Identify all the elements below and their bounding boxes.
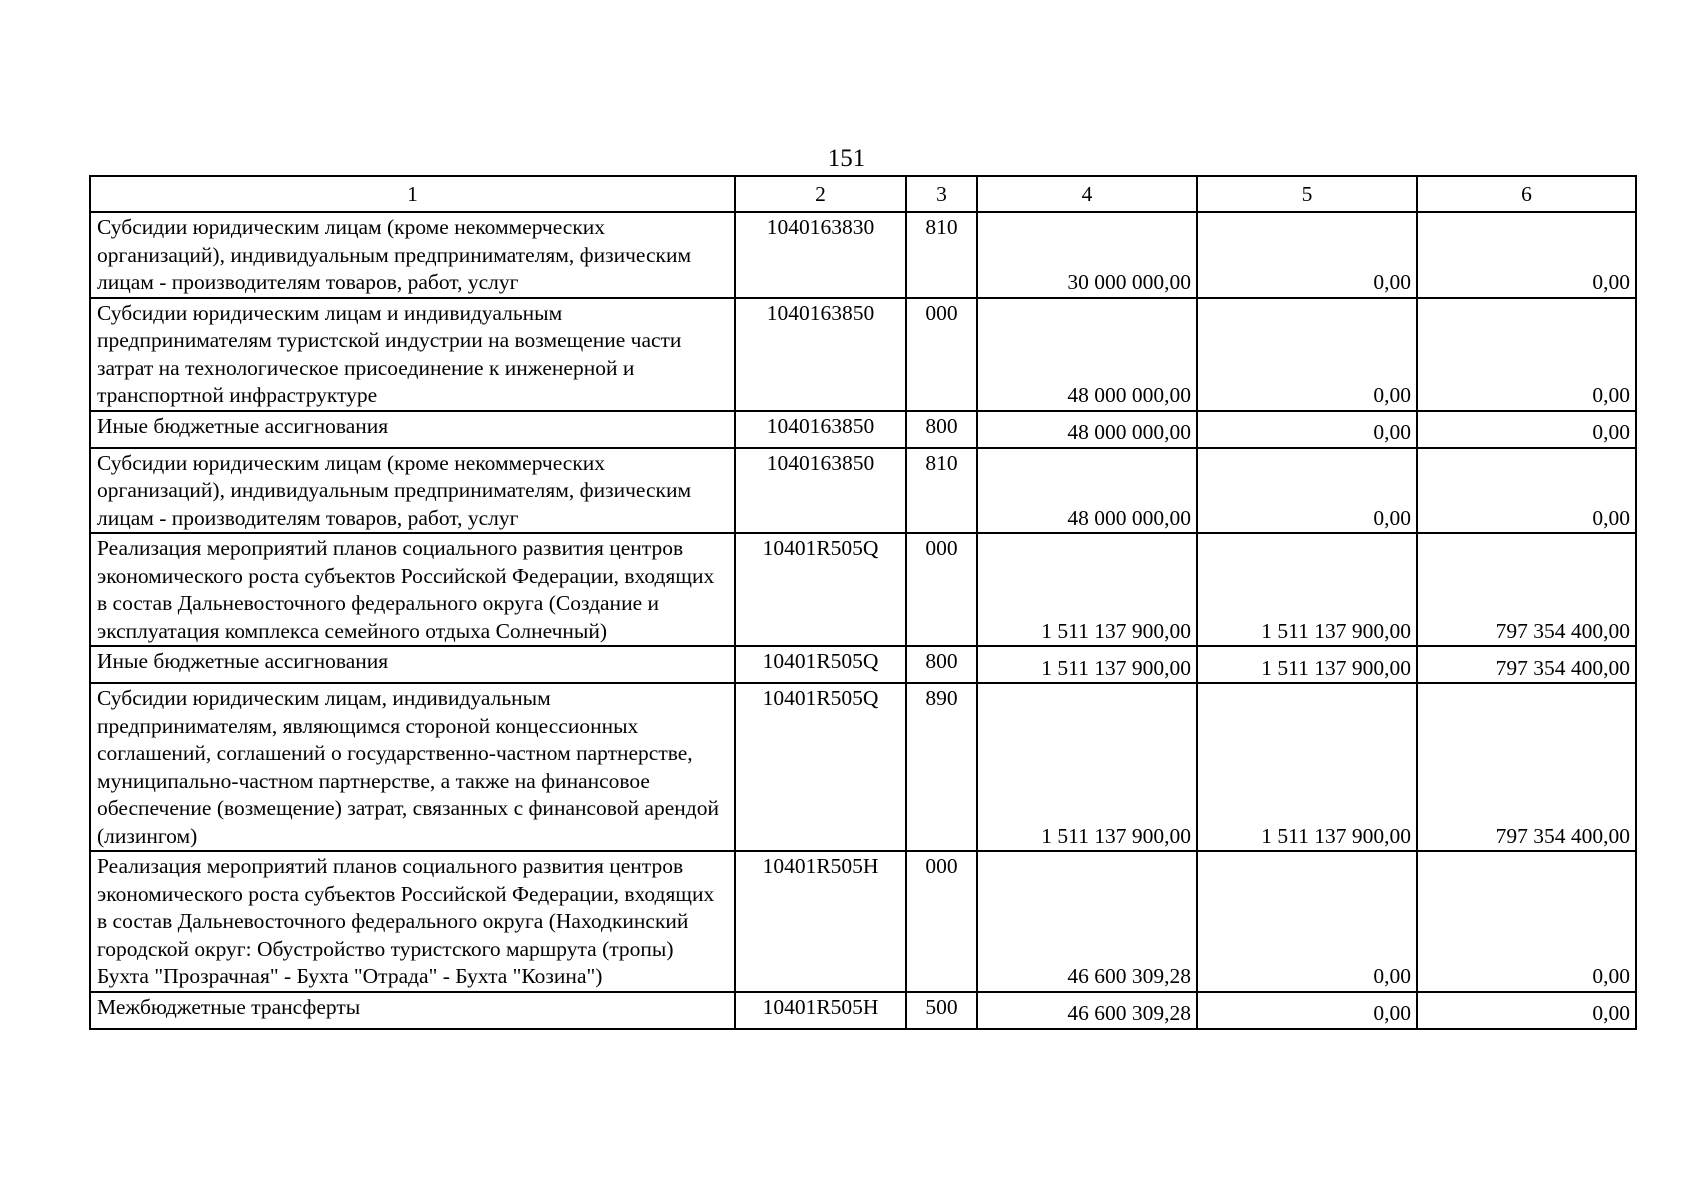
row-amount-col4: 48 000 000,00 <box>977 298 1197 411</box>
row-name: Иные бюджетные ассигнования <box>90 646 735 683</box>
table-row <box>90 992 1636 1029</box>
row-amount-col5: 0,00 <box>1197 992 1417 1029</box>
column-header: 5 <box>1197 176 1417 212</box>
page-number: 151 <box>827 145 866 172</box>
table-row <box>90 533 1636 646</box>
table-row <box>90 411 1636 448</box>
row-code: 1040163850 <box>735 448 906 534</box>
row-name: Субсидии юридическим лицам (кроме некоммерческих организаций), индивидуальным предпринимателям, физическим лицам - производителям товаров, работ, услуг <box>90 212 735 298</box>
row-amount-col4: 1 511 137 900,00 <box>977 646 1197 683</box>
row-amount-col5: 0,00 <box>1197 411 1417 448</box>
row-amount-col6: 0,00 <box>1417 298 1636 411</box>
row-name: Субсидии юридическим лицам, индивидуальным предпринимателям, являющимся стороной концессионных соглашений, соглашений о государственно-частном партнерстве, муниципально-частном партнерстве, а также на финансовое обеспечение (возмещение) затрат, связанных с финансовой арендой (лизингом) <box>90 683 735 851</box>
row-amount-col5: 1 511 137 900,00 <box>1197 683 1417 851</box>
table-row <box>90 646 1636 683</box>
row-code: 10401R505H <box>735 851 906 992</box>
column-header: 6 <box>1417 176 1636 212</box>
row-type: 000 <box>906 533 977 646</box>
row-code: 1040163850 <box>735 411 906 448</box>
table-row <box>90 448 1636 534</box>
row-type: 810 <box>906 212 977 298</box>
table-row <box>90 212 1636 298</box>
row-amount-col4: 46 600 309,28 <box>977 851 1197 992</box>
row-amount-col6: 0,00 <box>1417 212 1636 298</box>
row-amount-col5: 0,00 <box>1197 448 1417 534</box>
row-code: 1040163850 <box>735 298 906 411</box>
table-row <box>90 298 1636 411</box>
row-amount-col6: 0,00 <box>1417 851 1636 992</box>
table-row <box>90 683 1636 851</box>
budget-table <box>89 175 1637 1030</box>
row-amount-col4: 30 000 000,00 <box>977 212 1197 298</box>
row-code: 10401R505Q <box>735 683 906 851</box>
row-amount-col5: 1 511 137 900,00 <box>1197 533 1417 646</box>
row-amount-col6: 0,00 <box>1417 411 1636 448</box>
row-type: 890 <box>906 683 977 851</box>
row-code: 1040163830 <box>735 212 906 298</box>
row-amount-col5: 0,00 <box>1197 212 1417 298</box>
row-type: 800 <box>906 411 977 448</box>
row-amount-col5: 0,00 <box>1197 298 1417 411</box>
row-name: Субсидии юридическим лицам и индивидуальным предпринимателям туристской индустрии на возмещение части затрат на технологическое присоединение к инженерной и транспортной инфраструктуре <box>90 298 735 411</box>
row-amount-col5: 1 511 137 900,00 <box>1197 646 1417 683</box>
row-code: 10401R505H <box>735 992 906 1029</box>
row-amount-col6: 797 354 400,00 <box>1417 683 1636 851</box>
row-amount-col4: 48 000 000,00 <box>977 448 1197 534</box>
row-amount-col6: 0,00 <box>1417 992 1636 1029</box>
row-amount-col4: 1 511 137 900,00 <box>977 533 1197 646</box>
row-type: 000 <box>906 851 977 992</box>
row-type: 500 <box>906 992 977 1029</box>
row-type: 810 <box>906 448 977 534</box>
table-header-row <box>90 176 1636 212</box>
row-amount-col5: 0,00 <box>1197 851 1417 992</box>
row-amount-col4: 1 511 137 900,00 <box>977 683 1197 851</box>
row-code: 10401R505Q <box>735 533 906 646</box>
row-name: Реализация мероприятий планов социального развития центров экономического роста субъектов Российской Федерации, входящих в состав Дальневосточного федерального округа (Находкинский городской округ: Обустройство туристского маршрута (тропы) Бухта "Прозрачная" - Бухта "Отрада" - Бухта "Козина") <box>90 851 735 992</box>
row-amount-col6: 797 354 400,00 <box>1417 646 1636 683</box>
column-header: 3 <box>906 176 977 212</box>
row-type: 800 <box>906 646 977 683</box>
row-amount-col4: 48 000 000,00 <box>977 411 1197 448</box>
row-name: Межбюджетные трансферты <box>90 992 735 1029</box>
column-header: 2 <box>735 176 906 212</box>
row-code: 10401R505Q <box>735 646 906 683</box>
column-header: 1 <box>90 176 735 212</box>
row-name: Иные бюджетные ассигнования <box>90 411 735 448</box>
row-name: Реализация мероприятий планов социального развития центров экономического роста субъектов Российской Федерации, входящих в состав Дальневосточного федерального округа (Создание и эксплуатация комплекса семейного отдыха Солнечный) <box>90 533 735 646</box>
row-type: 000 <box>906 298 977 411</box>
row-amount-col4: 46 600 309,28 <box>977 992 1197 1029</box>
row-amount-col6: 0,00 <box>1417 448 1636 534</box>
table-row <box>90 851 1636 992</box>
column-header: 4 <box>977 176 1197 212</box>
row-name: Субсидии юридическим лицам (кроме некоммерческих организаций), индивидуальным предпринимателям, физическим лицам - производителям товаров, работ, услуг <box>90 448 735 534</box>
row-amount-col6: 797 354 400,00 <box>1417 533 1636 646</box>
